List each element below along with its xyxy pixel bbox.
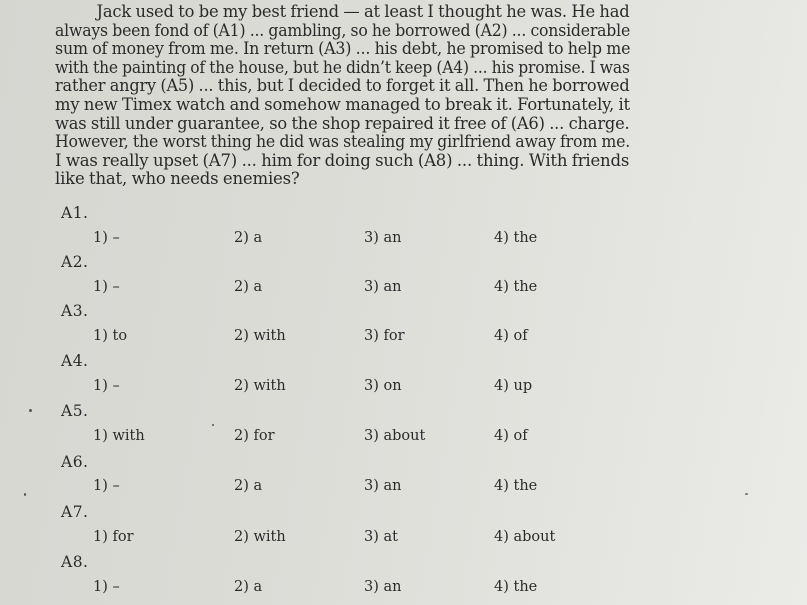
option-2[interactable]: 2) with xyxy=(234,378,286,394)
option-3[interactable]: 3) about xyxy=(364,428,426,444)
option-1[interactable]: 1) – xyxy=(93,378,120,394)
option-1[interactable]: 1) – xyxy=(93,478,120,494)
passage-line: rather angry (A5) ... this, but I decided to forget it all. Then he borrowed xyxy=(55,76,630,96)
option-4[interactable]: 4) about xyxy=(494,529,556,545)
paper-speck xyxy=(29,409,32,412)
reading-passage xyxy=(55,3,630,189)
option-3[interactable]: 3) an xyxy=(364,478,402,494)
passage-line: always been fond of (A1) ... gambling, so he borrowed (A2) ... considerable xyxy=(55,20,631,40)
question-label: A1. xyxy=(61,204,89,222)
option-3[interactable]: 3) on xyxy=(364,378,402,394)
passage-line: with the painting of the house, but he didn’t keep (A4) ... his promise. I was xyxy=(55,57,630,77)
paper-speck xyxy=(212,424,214,426)
option-3[interactable]: 3) an xyxy=(364,230,402,246)
passage-line: my new Timex watch and somehow managed to break it. Fortunately, it xyxy=(55,94,630,114)
option-1[interactable]: 1) – xyxy=(93,279,120,295)
question-label: A6. xyxy=(61,453,89,471)
option-3[interactable]: 3) an xyxy=(364,579,402,595)
option-2[interactable]: 2) a xyxy=(234,478,263,494)
passage-line: like that, who needs enemies? xyxy=(55,169,300,189)
option-4[interactable]: 4) the xyxy=(494,478,538,494)
option-4[interactable]: 4) the xyxy=(494,279,538,295)
option-4[interactable]: 4) of xyxy=(494,328,528,344)
option-1[interactable]: 1) to xyxy=(93,328,128,344)
passage-line: I was really upset (A7) ... him for doing such (A8) ... thing. With friends xyxy=(55,150,630,170)
question-label: A3. xyxy=(61,302,89,320)
option-2[interactable]: 2) with xyxy=(234,328,286,344)
question-label: A8. xyxy=(61,553,89,571)
question-label: A4. xyxy=(61,352,89,370)
option-3[interactable]: 3) at xyxy=(364,529,398,545)
option-4[interactable]: 4) the xyxy=(494,230,538,246)
option-1[interactable]: 1) for xyxy=(93,529,134,545)
paper-speck xyxy=(745,493,748,495)
question-label: A2. xyxy=(61,253,89,271)
passage-line: sum of money from me. In return (A3) ... his debt, he promised to help me xyxy=(55,39,631,59)
option-1[interactable]: 1) – xyxy=(93,230,120,246)
option-2[interactable]: 2) a xyxy=(234,279,263,295)
option-1[interactable]: 1) – xyxy=(93,579,120,595)
paper-speck xyxy=(24,493,26,496)
option-4[interactable]: 4) up xyxy=(494,378,533,394)
option-3[interactable]: 3) for xyxy=(364,328,405,344)
option-4[interactable]: 4) the xyxy=(494,579,538,595)
option-4[interactable]: 4) of xyxy=(494,428,528,444)
option-2[interactable]: 2) a xyxy=(234,230,263,246)
question-label: A7. xyxy=(61,503,89,521)
passage-line: However, the worst thing he did was stealing my girlfriend away from me. xyxy=(55,132,631,152)
passage-line: Jack used to be my best friend — at least I thought he was. He had xyxy=(96,2,630,21)
option-2[interactable]: 2) a xyxy=(234,579,263,595)
option-2[interactable]: 2) for xyxy=(234,428,275,444)
question-label: A5. xyxy=(61,402,89,420)
option-3[interactable]: 3) an xyxy=(364,279,402,295)
option-1[interactable]: 1) with xyxy=(93,428,145,444)
passage-line: was still under guarantee, so the shop repaired it free of (A6) ... charge. xyxy=(55,113,630,133)
option-2[interactable]: 2) with xyxy=(234,529,286,545)
